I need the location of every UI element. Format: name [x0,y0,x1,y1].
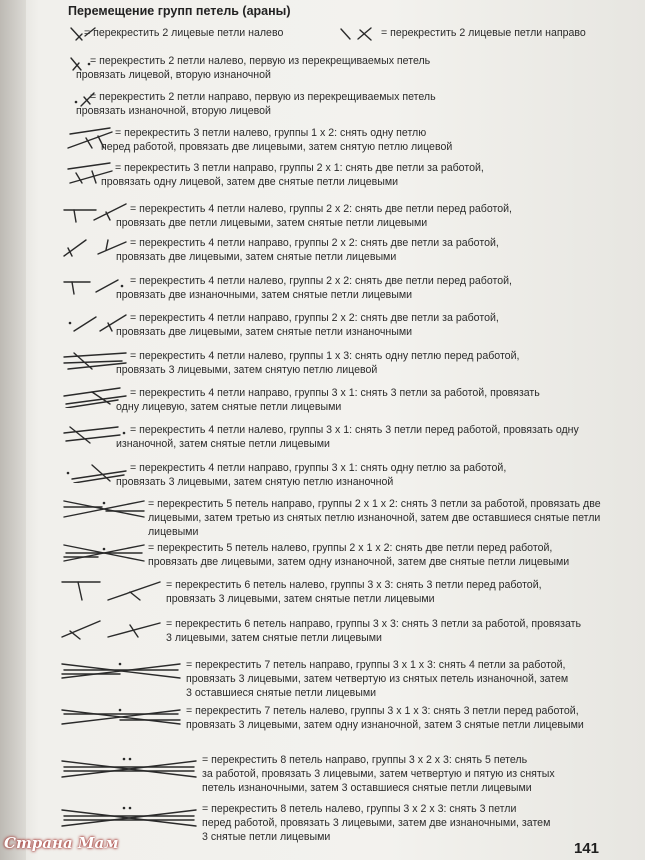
legend-description [84,26,283,40]
legend-description [186,704,584,732]
legend-description-line: = перекрестить 2 лицевые петли налево [84,27,284,39]
legend-description-line: = перекрестить 2 петли направо, первую из перекрещиваемых петель [90,91,436,103]
legend-description-line: = перекрестить 6 петель налево, группы 3 х 3: снять 3 петли перед работой, [166,579,542,591]
section-title: Перемещение групп петель (араны) [68,4,291,18]
legend-description [76,90,436,118]
legend-description-line: перед работой, провязать две лицевыми, затем снятую петлю лицевой [101,141,453,153]
page-number: 141 [573,840,599,857]
legend-description-line: провязать изнаночной, вторую лицевой [76,105,271,117]
legend-description-line: = перекрестить 4 петли налево, группы 2 х 2: снять две петли перед работой, [130,203,512,215]
legend-description [116,311,499,339]
legend-description [116,461,507,489]
legend-description-line: = перекрестить 7 петель направо, группы 3 х 1 х 3: снять 4 петли за работой, [186,659,566,671]
legend-description-line: = перекрестить 5 петель налево, группы 2 х 1 х 2: снять две петли перед работой, [148,542,553,554]
legend-description [101,126,453,154]
legend-description-line: провязать 3 лицевыми, затем четвертую из снятых петель изнаночной, затем [186,673,569,685]
legend-description-line: лицевыми, затем третью из снятых петлю изнаночной, затем две оставшиеся снятые петли [148,512,601,524]
legend-description [166,578,542,606]
legend-description-line: перед работой, провязать 3 лицевыми, затем две изнаночными, затем [202,817,551,829]
legend-description [116,386,540,414]
cross-5-right-2x1x2-icon [62,497,146,521]
watermark-logo: Страна Мам [4,834,119,852]
legend-description [116,202,512,230]
legend-description-line: = перекрестить 6 петель направо, группы 3 х 3: снять 3 петли за работой, провязать [166,618,581,630]
legend-description [186,658,568,700]
legend-description-line: провязать одну лицевой, затем две снятые петли лицевыми [101,176,399,188]
legend-description-line: = перекрестить 4 петли налево, группы 3 х 1: снять 3 петли перед работой, провязать одну [130,424,579,436]
legend-description-line: = перекрестить 8 петель налево, группы 3 х 2 х 3: снять 3 петли [202,803,517,815]
cross-7-right-3x1x3-icon [60,658,182,684]
legend-description-line: = перекрестить 4 петли налево, группы 1 х 3: снять одну петлю перед работой, [130,350,520,362]
cross-2-right-knit-icon [338,26,374,42]
cross-6-right-3x3-icon [60,617,162,643]
legend-description [381,26,586,40]
legend-description [116,349,520,377]
legend-description-line: = перекрестить 2 лицевые петли направо [381,27,586,39]
legend-description-line: = перекрестить 3 петли направо, группы 2 х 1: снять две петли за работой, [115,162,484,174]
legend-description-line: провязать две лицевыми, затем снятые петли лицевыми [116,251,397,263]
legend-description-line: провязать 3 лицевыми, затем снятую петлю изнаночной [116,476,394,488]
legend-description-line: провязать две петли лицевыми, затем снятые петли лицевыми [116,217,428,229]
legend-description [116,423,579,451]
legend-description-line: провязать 3 лицевыми, затем одну изнаночной, затем 3 снятые петли лицевыми [186,719,584,731]
legend-description-line: одну лицевую, затем снятые петли лицевыми [116,401,342,413]
legend-description [116,274,512,302]
cross-5-left-2x1x2-icon [62,541,146,565]
legend-description-line: за работой, провязать 3 лицевыми, затем четвертую и пятую из снятых [202,768,555,780]
legend-description [148,541,569,569]
legend-description-line: = перекрестить 7 петель налево, группы 3 х 1 х 3: снять 3 петли перед работой, [186,705,579,717]
legend-description-line: = перекрестить 3 петли налево, группы 1 х 2: снять одну петлю [115,127,427,139]
legend-description-line: = перекрестить 2 петли налево, первую из перекрещиваемых петель [90,55,431,67]
legend-description-line: изнаночной, затем снятые петли лицевыми [116,438,330,450]
legend-description-line: = перекрестить 4 петли направо, группы 3 х 1: снять 3 петли за работой, провязать [130,387,540,399]
cross-8-right-3x2x3-icon [60,753,198,783]
legend-description [101,161,484,189]
legend-description-line: петель изнаночными, затем 3 оставшиеся снятые петли лицевыми [202,782,532,794]
book-gutter [0,0,26,860]
cross-8-left-3x2x3-icon [60,802,198,832]
legend-description-line: провязать 3 лицевыми, затем снятую петлю лицевой [116,364,378,376]
legend-description-line: провязать две лицевыми, затем снятые петли изнаночными [116,326,413,338]
legend-description-line: 3 лицевыми, затем снятые петли лицевыми [166,632,382,644]
legend-description [166,617,581,645]
cross-6-left-3x3-icon [60,578,162,604]
legend-description [76,54,431,82]
legend-description-line: провязать 3 лицевыми, затем снятые петли лицевыми [166,593,435,605]
legend-description-line: = перекрестить 5 петель направо, группы 2 х 1 х 2: снять 3 петли за работой, провязать две [148,498,601,510]
legend-description [116,236,499,264]
legend-description-line: = перекрестить 4 петли направо, группы 2 х 2: снять две петли за работой, [130,312,499,324]
legend-description-line: = перекрестить 8 петель направо, группы 3 х 2 х 3: снять 5 петель [202,754,528,766]
legend-description-line: 3 оставшиеся снятые петли лицевыми [186,687,377,699]
legend-description [202,802,550,844]
legend-description [202,753,555,795]
legend-description-line: провязать две лицевыми, затем одну изнаночной, затем две снятые петли лицевыми [148,556,570,568]
legend-description-line: 3 снятые петли лицевыми [202,831,331,843]
legend-description-line: = перекрестить 4 петли направо, группы 3 х 1: снять одну петлю за работой, [130,462,507,474]
legend-description-line: провязать лицевой, вторую изнаночной [76,69,271,81]
legend-description-line: провязать две изнаночными, затем снятые петли лицевыми [116,289,413,301]
legend-description-line: лицевыми [148,526,199,538]
cross-7-left-3x1x3-icon [60,704,182,730]
legend-description [148,497,601,539]
legend-description-line: = перекрестить 4 петли направо, группы 2 х 2: снять две петли за работой, [130,237,499,249]
legend-description-line: = перекрестить 4 петли налево, группы 2 х 2: снять две петли перед работой, [130,275,512,287]
